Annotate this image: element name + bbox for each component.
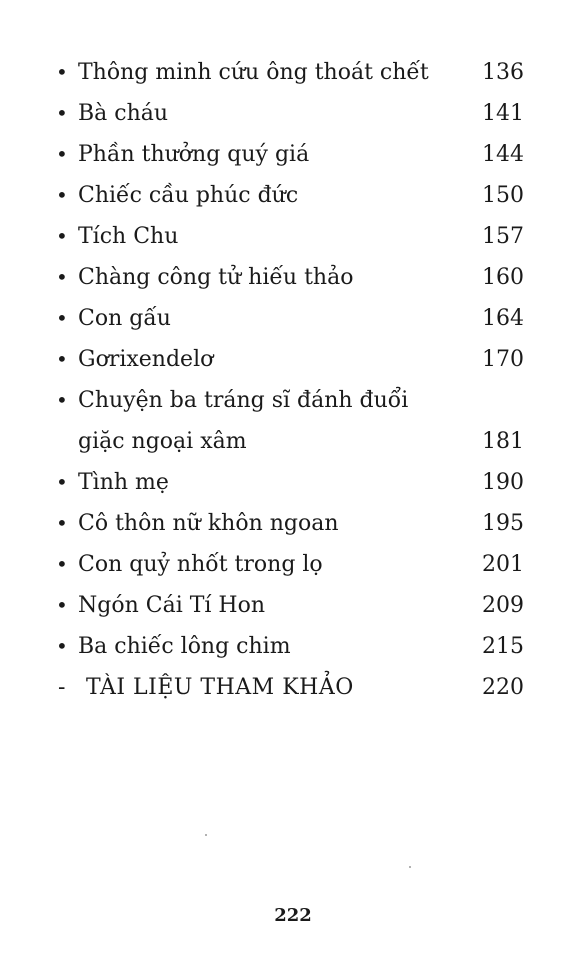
toc-entry: [56, 257, 524, 298]
entry-page-number: 141: [482, 101, 524, 126]
references-page-number: 220: [482, 675, 524, 700]
references-title: TÀI LIỆU THAM KHẢO: [86, 675, 354, 700]
print-speck: [409, 866, 411, 868]
entry-title: Thông minh cứu ông thoát chết: [78, 60, 429, 85]
entry-title: Tình mẹ: [78, 470, 169, 495]
entry-page-number: 209: [482, 593, 524, 618]
toc-entry: [56, 626, 524, 667]
bullet-marker: •: [56, 388, 68, 412]
toc-entry: [56, 134, 524, 175]
bullet-marker: •: [56, 511, 68, 535]
entry-title: Chàng công tử hiếu thảo: [78, 265, 354, 290]
entry-page-number: 215: [482, 634, 524, 659]
entry-title: Con gấu: [78, 306, 171, 331]
toc-entry: [56, 175, 524, 216]
print-speck: [205, 834, 207, 836]
bullet-marker: •: [56, 265, 68, 289]
entry-title: Ba chiếc lông chim: [78, 634, 291, 659]
toc-entry: [56, 298, 524, 339]
toc-entry: [56, 216, 524, 257]
entry-page-number: 157: [482, 224, 524, 249]
entry-page-number: 150: [482, 183, 524, 208]
entry-title-continuation: giặc ngoại xâm: [78, 429, 247, 454]
toc-entry: [56, 93, 524, 134]
entry-page-number: 181: [482, 429, 524, 454]
entry-page-number: 160: [482, 265, 524, 290]
entry-title: Ngón Cái Tí Hon: [78, 593, 266, 618]
bullet-marker: •: [56, 101, 68, 125]
entry-title: Tích Chu: [78, 224, 179, 249]
bullet-marker: •: [56, 552, 68, 576]
toc-entry: [56, 52, 524, 93]
bullet-marker: •: [56, 183, 68, 207]
toc-entry: [56, 462, 524, 503]
entry-page-number: 136: [482, 60, 524, 85]
bullet-marker: •: [56, 347, 68, 371]
entry-title: Phần thưởng quý giá: [78, 142, 310, 167]
entry-title: Chuyện ba tráng sĩ đánh đuổi: [78, 388, 409, 413]
entry-title: Chiếc cầu phúc đức: [78, 183, 299, 208]
toc-entry: [56, 503, 524, 544]
entry-page-number: 144: [482, 142, 524, 167]
toc-entry: [56, 339, 524, 380]
entry-title: Bà cháu: [78, 101, 169, 126]
entry-page-number: 201: [482, 552, 524, 577]
bullet-marker: •: [56, 142, 68, 166]
dash-marker: -: [58, 675, 66, 700]
bullet-marker: •: [56, 634, 68, 658]
toc-entry: [56, 585, 524, 626]
entry-page-number: 190: [482, 470, 524, 495]
toc-entry: [56, 544, 524, 585]
entry-title: Con quỷ nhốt trong lọ: [78, 552, 323, 577]
entry-title: Cô thôn nữ khôn ngoan: [78, 511, 339, 536]
entry-page-number: 195: [482, 511, 524, 536]
bullet-marker: •: [56, 306, 68, 330]
toc-references-entry: [56, 667, 524, 708]
entry-page-number: 164: [482, 306, 524, 331]
bullet-marker: •: [56, 60, 68, 84]
toc-entry: [56, 380, 524, 462]
table-of-contents: [56, 52, 524, 708]
bullet-marker: •: [56, 593, 68, 617]
bullet-marker: •: [56, 224, 68, 248]
entry-page-number: 170: [482, 347, 524, 372]
entry-title: Gơrixendelơ: [78, 347, 214, 372]
bullet-marker: •: [56, 470, 68, 494]
page-number-footer: 222: [274, 905, 312, 926]
